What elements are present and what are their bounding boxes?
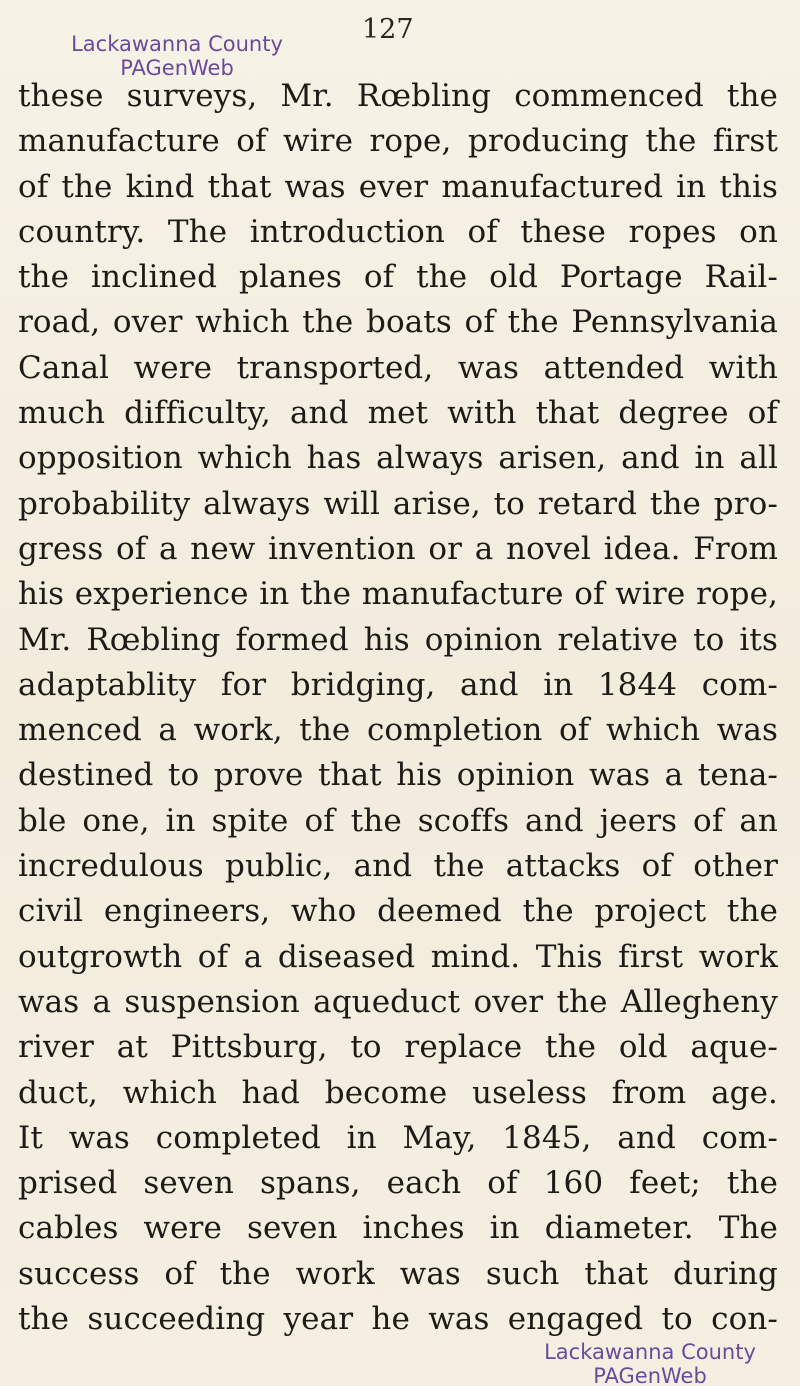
text-line: was a suspension aqueduct over the Allegheny	[18, 983, 778, 1020]
text-line: river at Pittsburg, to replace the old aque-	[18, 1029, 778, 1066]
text-line: manufacture of wire rope, producing the first	[18, 123, 778, 160]
text-line: success of the work was such that during	[18, 1255, 778, 1292]
watermark-top-line1: Lackawanna County	[71, 32, 283, 56]
text-line: destined to prove that his opinion was a tena-	[18, 757, 778, 794]
watermark-top-line2: PAGenWeb	[120, 56, 234, 80]
text-line: gress of a new invention or a novel idea. From	[18, 530, 778, 567]
text-line: prised seven spans, each of 160 feet; the	[18, 1165, 778, 1202]
text-line: country. The introduction of these ropes on	[18, 213, 778, 250]
text-line: Canal were transported, was attended with	[18, 349, 778, 386]
watermark-top	[48, 32, 306, 80]
text-line: menced a work, the completion of which was	[18, 712, 778, 749]
watermark-bottom-line2: PAGenWeb	[593, 1364, 707, 1386]
text-line: the succeeding year he was engaged to con-	[18, 1301, 778, 1338]
text-line: of the kind that was ever manufactured in this	[18, 168, 778, 205]
text-line: probability always will arise, to retard the pro-	[18, 485, 778, 522]
text-line: It was completed in May, 1845, and com-	[18, 1119, 778, 1156]
watermark-bottom	[520, 1340, 780, 1386]
text-line: duct, which had become useless from age.	[18, 1074, 778, 1111]
body-text	[18, 74, 778, 1342]
text-line: the inclined planes of the old Portage Rail-	[18, 259, 778, 296]
text-line: his experience in the manufacture of wire rope,	[18, 576, 778, 613]
text-line: civil engineers, who deemed the project the	[18, 893, 778, 930]
text-line: opposition which has always arisen, and in all	[18, 440, 778, 477]
text-line: incredulous public, and the attacks of other	[18, 848, 778, 885]
text-line: Mr. Rœbling formed his opinion relative to its	[18, 621, 778, 658]
text-line: road, over which the boats of the Pennsylvania	[18, 304, 778, 341]
text-line: cables were seven inches in diameter. The	[18, 1210, 778, 1247]
text-line: much difficulty, and met with that degree of	[18, 395, 778, 432]
page-number: 127	[362, 14, 414, 45]
text-line: outgrowth of a diseased mind. This first work	[18, 938, 778, 975]
text-line: adaptablity for bridging, and in 1844 com-	[18, 666, 778, 703]
watermark-bottom-line1: Lackawanna County	[544, 1340, 756, 1364]
text-line: ble one, in spite of the scoffs and jeers of an	[18, 802, 778, 839]
text-line: these surveys, Mr. Rœbling commenced the	[18, 78, 778, 114]
